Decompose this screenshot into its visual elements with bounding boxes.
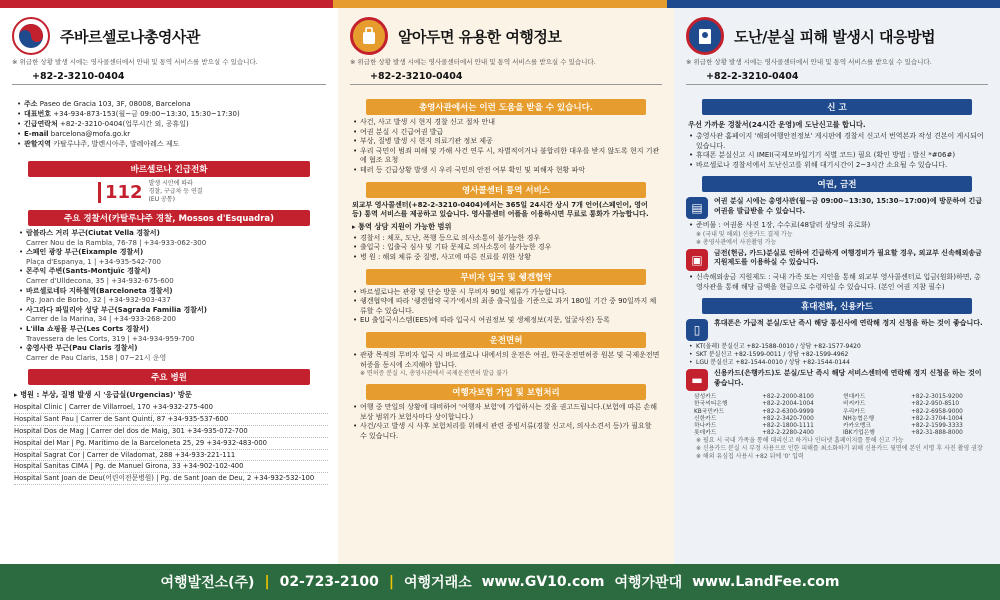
emergency-desc: 발생 시안에 따라 경찰, 구급차 등 연결 (EU 공통) bbox=[148, 180, 203, 203]
emergency-112 bbox=[98, 180, 338, 204]
footer bbox=[0, 564, 1000, 600]
list-item: • 경찰서 : 체포, 도난, 폭행 등으로 의사소통이 불가능한 경우 bbox=[360, 234, 660, 244]
card-note-2: ※ 신용카드 분실 시 부정 사용으로 인한 피해를 최소화하기 위해 신용카드 뒷면에 본인 서명 후 사진 촬영 권장 bbox=[696, 445, 983, 453]
list-item: • 쉥겐협약에 따라 '쉥겐협약 국가'에서의 최종 출국일을 기준으로 과거 180일 기간 중 90일까지 체류할 수 있습니다. bbox=[360, 297, 660, 316]
money-card-text: 금전(현금, 카드)분실로 인하여 긴급하게 여행경비가 필요할 경우, 외교부 신속해외송금 지원제도를 이용하실 수 있습니다. bbox=[714, 248, 982, 267]
list-item: Hospital Sagrat Cor | Carrer de Viladomat, 288 +34-933-221-111 bbox=[14, 450, 328, 462]
info-address: • 주소 Paseo de Gracia 103, 3F, 08008, Barcelona bbox=[24, 99, 320, 109]
hospital-head: ▸ 병원 : 부상, 질병 발생 시 '응급실(Urgencias)' 방문 bbox=[14, 390, 192, 400]
info-emergency-contact: • 긴급연락처 +82-2-3210-0404(업무시간 외, 공휴일) bbox=[24, 119, 320, 129]
license-note: ※ 면허증 분실 시, 총영사관에서 국제운전면허 발급 불가 bbox=[360, 370, 508, 378]
emergency-number[interactable]: 112 bbox=[98, 182, 143, 203]
passport-note-1: ※ (국내 및 해외) 신용카드 결제 가능 bbox=[696, 230, 793, 238]
list-item: • 준비물 : 여권용 사진 1장, 수수료(48달러 상당의 유로화) bbox=[696, 221, 986, 231]
bank-name: 롯데카드 bbox=[694, 430, 717, 437]
insurance-list bbox=[338, 403, 674, 441]
list-item: • 여행 중 만일의 상황에 대비하여 '여행자 보험'에 가입하시는 것을 권고드립니다.(보험에 따른 손해보상 범위가 보험사마다 상이합니다.) bbox=[360, 403, 660, 422]
list-item: • 바르셀로나 경찰서에서 도난신고를 위해 대기시간이 2~3시간 소요될 수 있습니다. bbox=[696, 161, 986, 171]
bank-phone: +82-2-950-8510 bbox=[911, 401, 960, 408]
report-title: 신 고 bbox=[702, 99, 972, 115]
list-item: Hospital Sant Joan de Deu(어린이전문병원) | Pg. de Sant Joan de Deu, 2 +34-932-532-100 bbox=[14, 473, 328, 485]
interpretation-head: ▸ 통역 상담 지원이 가능한 범위 bbox=[352, 221, 452, 231]
footer-phone[interactable]: 02-723-2100 bbox=[279, 574, 379, 590]
bank-phone: +82-2-3015-9200 bbox=[911, 394, 963, 401]
footer-company: 여행발전소(주) bbox=[160, 575, 255, 591]
footer-label-2: 여행가판대 bbox=[614, 575, 683, 591]
consulate-column bbox=[0, 8, 338, 564]
list-item: • 몬주익 주변(Sants-Montjuïc 경찰서) Carrer d'Ulldecona, 35 | +34-932-675-600 bbox=[26, 267, 320, 286]
bank-phone: +82-2-6958-9000 bbox=[911, 408, 963, 415]
telco-list bbox=[674, 343, 1000, 367]
top-color-bar bbox=[0, 0, 1000, 8]
bank-phone: +82-2-1800-1111 bbox=[762, 422, 814, 429]
wallet-icon: ▣ bbox=[686, 249, 708, 271]
bank-name: 신한카드 bbox=[694, 415, 717, 422]
passport-card-text: 여권 분실 시에는 총영사관(월~금 09:00~13:30, 15:30~17:00)에 방문하여 긴급여권을 발급받을 수 있습니다. bbox=[714, 197, 983, 215]
theft-loss-header bbox=[674, 8, 1000, 64]
bank-name: KB국민카드 bbox=[694, 408, 725, 415]
hospital-list bbox=[0, 402, 338, 485]
consulate-info bbox=[0, 85, 338, 149]
list-item: Hospital Clinic | Carrer de Villarroel, 170 +34-932-275-400 bbox=[14, 402, 328, 414]
license-title: 운전면허 bbox=[366, 332, 646, 348]
list-item: • 총영사관 홈페이지 '해외여행안전정보' 게시판에 경찰서 신고서 번역본과 작성 견본이 게시되어 있습니다. bbox=[696, 132, 986, 151]
bank-name: 하나카드 bbox=[694, 422, 717, 429]
call-center-note: ※ 위급한 상황 발생 시에는 영사콜센터에서 안내 및 통역 서비스를 받으실 수 있습니다. bbox=[350, 58, 596, 66]
list-item: • 관광 목적의 무비자 입국 시 바르셀로나 내에서의 운전은 여권, 한국운전면허증 원본 및 국제운전면허증을 동시에 소지해야 합니다. bbox=[360, 351, 660, 370]
travel-info-title: 알아두면 유용한 여행정보 bbox=[398, 27, 562, 46]
list-item: • L'illa 쇼핑몰 부근(Les Corts 경찰서) Travessera de les Corts, 319 | +34-934-959-700 bbox=[26, 325, 320, 344]
hospital-title: 주요 병원 bbox=[28, 369, 310, 385]
bank-contact-grid bbox=[674, 393, 1000, 437]
bank-phone: +82-2-2280-2400 bbox=[762, 430, 814, 437]
card-note-1: ※ 필요 시 국내 가족을 통해 대리신고 하거나 인터넷 홈페이지를 통해 신고 가능 bbox=[696, 437, 904, 445]
bank-name: NH농협은행 bbox=[842, 415, 875, 422]
passport-card bbox=[674, 195, 1000, 221]
list-item: • 바르셀로네타 지하철역(Barceloneta 경찰서) Pg. Joan de Borbo, 32 | +34-932-903-437 bbox=[26, 287, 320, 306]
call-center-note: ※ 위급한 상황 발생 시에는 영사콜센터에서 안내 및 통역 서비스를 받으실 수 있습니다. bbox=[686, 58, 932, 66]
credit-card-text: 신용카드(은행카드)도 분실/도난 즉시 해당 서비스센터에 연락해 정지 신청을 하는 것이 좋습니다. bbox=[714, 369, 982, 387]
bank-phone: +82-2-3420-7000 bbox=[762, 415, 814, 422]
consulate-help-title: 총영사관에서는 이런 도움을 받을 수 있습니다. bbox=[366, 99, 646, 115]
bank-name: 한국씨티은행 bbox=[694, 401, 728, 408]
police-list bbox=[0, 229, 338, 363]
passport-note-2: ※ 총영사관에서 사진촬영 가능 bbox=[696, 238, 777, 246]
credit-card-icon: ▬ bbox=[686, 369, 708, 391]
report-head: 우선 가까운 경찰서(24시간 운영)에 도난신고를 합니다. bbox=[688, 120, 866, 129]
call-center-note: ※ 위급한 상황 발생 시에는 영사콜센터에서 안내 및 통역 서비스를 받으실 수 있습니다. bbox=[12, 58, 258, 66]
list-item: Hospital Dos de Mag | Carrer del dos de Maig, 301 +34-935-072-700 bbox=[14, 426, 328, 438]
remittance-list bbox=[674, 273, 1000, 292]
police-title: 주요 경찰서(카탈루냐주 경찰, Mossos d'Esquadra) bbox=[28, 210, 310, 226]
passport-book-icon: ▤ bbox=[686, 197, 708, 219]
mobile-card-text: 휴대폰은 가급적 분실/도난 즉시 해당 통신사에 연락해 정지 신청을 하는 것이 좋습니다. bbox=[714, 319, 983, 328]
credit-card bbox=[674, 367, 1000, 393]
license-list bbox=[338, 351, 674, 370]
bank-phone: +82-2-2000-8100 bbox=[762, 394, 814, 401]
mobile-card bbox=[674, 317, 1000, 343]
list-item: Hospital Sanitas CIMA | Pg. de Manuel Girona, 33 +34-902-102-400 bbox=[14, 461, 328, 473]
list-item: • 사건, 사고 발생 시 현지 경찰 신고 절차 안내 bbox=[360, 118, 660, 128]
list-item: • LGU 분실신고 +82-1544-0010 / 상담 +82-1544-0144 bbox=[696, 359, 986, 367]
theft-loss-column bbox=[674, 8, 1000, 564]
passport-money-title: 여권, 금전 bbox=[702, 176, 972, 192]
money-card bbox=[674, 247, 1000, 273]
list-item: • SKT 분실신고 +82-1599-0011 / 상담 +82-1599-4962 bbox=[696, 351, 986, 359]
list-item: • 우리 국민이 범죄 피해 및 가해 사건 연루 시, 차별적이거나 불합리한 대우를 받지 않도록 현지 기관에 협조 요청 bbox=[360, 147, 660, 166]
call-center-phone[interactable]: +82-2-3210-0404 bbox=[12, 70, 326, 85]
list-item: • KT(올레) 분실신고 +82-1588-0010 / 상담 +82-1577-9420 bbox=[696, 343, 986, 351]
list-item: • 부상, 질병 발생 시 현지 의료기관 정보 제공 bbox=[360, 137, 660, 147]
list-item: • 신속해외송금 지원제도 : 국내 가족 또는 지인을 통해 외교부 영사콜센터로 입금(원화)하면, 총영사관을 통해 해당 금액을 현금으로 수령하실 수 있습니다. (본인 여권 지참 필수) bbox=[696, 273, 986, 292]
luggage-icon bbox=[350, 17, 388, 55]
footer-separator: | bbox=[388, 574, 394, 590]
passport-list bbox=[674, 221, 1000, 231]
smartphone-icon: ▯ bbox=[686, 319, 708, 341]
list-item: • 출입국 : 입출국 심사 및 기타 문제로 의사소통이 불가능한 경우 bbox=[360, 243, 660, 253]
insurance-title: 여행자보험 가입 및 보험처리 bbox=[366, 384, 646, 400]
interpretation-title: 영사콜센터 통역 서비스 bbox=[366, 182, 646, 198]
list-item: • 총영사관 부근(Pau Claris 경찰서) Carrer de Pau Claris, 158 | 07~21시 운영 bbox=[26, 344, 320, 363]
bank-name: IBK기업은행 bbox=[842, 430, 875, 437]
interpretation-list bbox=[338, 234, 674, 263]
bank-phone: +82-2-1599-3333 bbox=[911, 422, 963, 429]
bank-name: 삼성카드 bbox=[694, 394, 717, 401]
bank-phone: +82-2-3704-1004 bbox=[911, 415, 963, 422]
list-item: • 휴대폰 분실신고 시 IMEI(국제모바일기기 식별 코드) 필요 (확인 방법 : 발신 *#06#) bbox=[696, 151, 986, 161]
info-jurisdiction: • 관할지역 카탈루냐주, 발렌시아주, 발레아레스 제도 bbox=[24, 139, 320, 149]
info-email: • E-mail barcelona@mofa.go.kr bbox=[24, 129, 320, 139]
bank-name: 비씨카드 bbox=[842, 401, 866, 408]
list-item: • 스페인 광장 부근(Eixample 경찰서) Plaça d'Espanya, 1 | +34-935-542-700 bbox=[26, 248, 320, 267]
info-main-phone: • 대표번호 +34-934-873-153(월~금 09:00~13:30, 15:30~17:30) bbox=[24, 109, 320, 119]
passport-icon bbox=[686, 17, 724, 55]
theft-loss-title: 도난/분실 피해 발생시 대응방법 bbox=[734, 27, 936, 46]
card-note-3: ※ 해외 유심칩 사용시 +82 뒤에 '0' 입력 bbox=[696, 453, 804, 461]
list-item: • EU 출입국시스템(EES)에 따라 입국시 여권정보 및 생체정보(지문, 얼굴사진) 등록 bbox=[360, 316, 660, 326]
visa-list bbox=[338, 288, 674, 326]
bank-phone: +82-31-888-8000 bbox=[911, 430, 963, 437]
footer-url-1[interactable]: www.GV10.com bbox=[481, 574, 605, 590]
list-item: • 병 원 : 해외 체류 중 질병, 사고에 따른 진료를 위한 상황 bbox=[360, 253, 660, 263]
emergency-call-title: 바르셀로나 긴급전화 bbox=[28, 161, 310, 177]
interpretation-para: 외교부 영사콜센터(+82-2-3210-0404)에서는 365일 24시간 상시 7개 언어(스페인어, 영어 등) 통역 서비스를 제공하고 있습니다. 영사콜센터 어플을 이용하시면 무료로 통화가 가능합니다. bbox=[352, 200, 649, 219]
call-center-phone[interactable]: +82-2-3210-0404 bbox=[686, 70, 988, 85]
list-item: • 테러 등 긴급상황 발생 시 우리 국민의 안전 여부 확인 및 피해자 현황 파악 bbox=[360, 166, 660, 176]
consulate-header bbox=[0, 8, 338, 64]
phone-card-title: 휴대전화, 신용카드 bbox=[702, 298, 972, 314]
consulate-title: 주바르셀로나총영사관 bbox=[60, 27, 200, 46]
list-item: Hospital Sant Pau | Carrer de Sant Quintí, 87 +34-935-537-600 bbox=[14, 414, 328, 426]
list-item: Hospital del Mar | Pg. Marítimo de la Barceloneta 25, 29 +34-932-483-000 bbox=[14, 438, 328, 450]
footer-label-1: 여행거래소 bbox=[404, 575, 472, 591]
visa-title: 무비자 입국 및 쉥겐협약 bbox=[366, 269, 646, 285]
footer-url-2[interactable]: www.LandFee.com bbox=[692, 574, 840, 590]
bank-name: 현대카드 bbox=[842, 394, 866, 401]
report-list bbox=[674, 132, 1000, 170]
list-item: • 바르셀로나는 관광 및 단순 방문 시 무비자 90일 체류가 가능합니다. bbox=[360, 288, 660, 298]
bank-phone: +82-2-6300-9999 bbox=[762, 408, 814, 415]
bank-name: 카카오뱅크 bbox=[842, 422, 871, 429]
footer-separator: | bbox=[264, 574, 270, 590]
travel-info-column bbox=[338, 8, 674, 564]
list-item: • 여권 분실 시 긴급여권 발급 bbox=[360, 128, 660, 138]
call-center-phone[interactable]: +82-2-3210-0404 bbox=[350, 70, 662, 85]
list-item: • 람블라스 거리 부근(Ciutat Vella 경찰서) Carrer Nou de la Rambla, 76-78 | +34-933-062-300 bbox=[26, 229, 320, 248]
bank-name: 우리카드 bbox=[842, 408, 866, 415]
travel-info-header bbox=[338, 8, 674, 64]
consulate-help-list bbox=[338, 118, 674, 176]
list-item: • 사건/사고 발생 시 사후 보험처리를 위해서 관련 증빙서류(경찰 신고서, 의사소견서 등)가 필요할 수 있습니다. bbox=[360, 422, 660, 441]
bank-phone: +82-2-2004-1004 bbox=[762, 401, 814, 408]
list-item: • 사그라다 파밀리아 성당 부근(Sagrada Familia 경찰서) Carrer de la Marina, 34 | +34-933-268-200 bbox=[26, 306, 320, 325]
korea-emblem-icon bbox=[12, 17, 50, 55]
